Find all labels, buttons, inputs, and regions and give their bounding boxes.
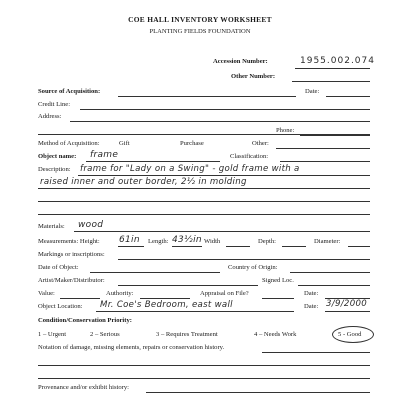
depth-label: Depth: bbox=[258, 238, 276, 245]
appraisal-line[interactable] bbox=[262, 298, 294, 299]
source-line[interactable] bbox=[118, 96, 296, 97]
object-location-label: Object Location: bbox=[38, 303, 83, 310]
description-text-1[interactable]: frame for "Lady on a Swing" - gold frame with a bbox=[80, 164, 300, 174]
value-line[interactable] bbox=[60, 298, 100, 299]
credit-line-line[interactable] bbox=[80, 109, 370, 110]
accession-number-line bbox=[295, 68, 370, 69]
condition-heading: Condition/Conservation Priority: bbox=[38, 317, 132, 324]
phone-label: Phone: bbox=[276, 127, 295, 134]
diameter-label: Diameter: bbox=[314, 238, 341, 245]
artist-label: Artist/Maker/Distributor: bbox=[38, 277, 105, 284]
date-line-3 bbox=[325, 311, 370, 312]
date-label-2: Date: bbox=[304, 290, 319, 297]
artist-line[interactable] bbox=[118, 285, 258, 286]
date-of-object-label: Date of Object: bbox=[38, 264, 79, 271]
date-value-3[interactable]: 3/9/2000 bbox=[326, 299, 367, 309]
authority-label: Authority: bbox=[106, 290, 134, 297]
object-location-value[interactable]: Mr. Coe's Bedroom, east wall bbox=[100, 300, 233, 310]
description-line-4[interactable] bbox=[38, 214, 370, 215]
classification-line[interactable] bbox=[280, 161, 370, 162]
signed-line[interactable] bbox=[298, 285, 370, 286]
value-label: Value: bbox=[38, 290, 55, 297]
address-line-1[interactable] bbox=[70, 121, 370, 122]
appraisal-label: Appraisal on File? bbox=[200, 290, 249, 297]
condition-option-2[interactable]: 2 – Serious bbox=[90, 331, 120, 338]
markings-label: Markings or inscriptions: bbox=[38, 251, 105, 258]
country-line[interactable] bbox=[290, 272, 370, 273]
worksheet-subtitle: PLANTING FIELDS FOUNDATION bbox=[149, 28, 251, 35]
condition-option-5[interactable]: 5 - Good bbox=[338, 331, 362, 338]
authority-line[interactable] bbox=[140, 298, 190, 299]
height-line bbox=[118, 246, 144, 247]
object-location-line bbox=[96, 311, 294, 312]
country-label: Country of Origin: bbox=[228, 264, 278, 271]
phone-line[interactable] bbox=[300, 135, 370, 136]
date-line-1[interactable] bbox=[326, 96, 370, 97]
measurements-label: Measurements: Height: bbox=[38, 238, 100, 245]
description-line-3[interactable] bbox=[38, 201, 370, 202]
accession-number-value[interactable]: 1955.002.074 bbox=[300, 56, 375, 66]
address-label: Address: bbox=[38, 113, 62, 120]
materials-value[interactable]: wood bbox=[78, 220, 104, 230]
other-number-label: Other Number: bbox=[231, 73, 276, 80]
description-label: Description: bbox=[38, 166, 71, 173]
notation-line-2[interactable] bbox=[38, 365, 370, 366]
notation-label: Notation of damage, missing elements, repairs or conservation history. bbox=[38, 344, 225, 351]
provenance-line[interactable] bbox=[146, 392, 370, 393]
condition-option-3[interactable]: 3 – Requires Treatment bbox=[156, 331, 218, 338]
notation-line-3[interactable] bbox=[38, 378, 370, 379]
date-label-3: Date: bbox=[304, 303, 319, 310]
method-other-label: Other: bbox=[252, 140, 269, 147]
source-label: Source of Acquisition: bbox=[38, 88, 101, 95]
materials-line bbox=[74, 231, 370, 232]
length-value[interactable]: 43½in bbox=[172, 235, 202, 245]
width-line[interactable] bbox=[226, 246, 250, 247]
accession-number-label: Accession Number: bbox=[213, 58, 268, 65]
height-value[interactable]: 61in bbox=[119, 235, 140, 245]
description-text-2[interactable]: raised inner and outer border, 2½ in molding bbox=[40, 177, 247, 187]
description-line-2 bbox=[38, 188, 370, 189]
materials-label: Materials: bbox=[38, 223, 65, 230]
worksheet-title: COE HALL INVENTORY WORKSHEET bbox=[128, 15, 272, 24]
date-of-object-line[interactable] bbox=[90, 272, 220, 273]
method-option-purchase[interactable]: Purchase bbox=[180, 140, 204, 147]
date-label-1: Date: bbox=[305, 88, 320, 95]
diameter-line[interactable] bbox=[348, 246, 370, 247]
signed-label: Signed Loc. bbox=[262, 277, 294, 284]
method-other-line[interactable] bbox=[276, 148, 370, 149]
depth-line[interactable] bbox=[282, 246, 306, 247]
condition-option-1[interactable]: 1 – Urgent bbox=[38, 331, 67, 338]
condition-option-4[interactable]: 4 – Needs Work bbox=[254, 331, 297, 338]
method-option-gift[interactable]: Gift bbox=[119, 140, 130, 147]
markings-line[interactable] bbox=[118, 259, 370, 260]
description-line-1 bbox=[78, 175, 370, 176]
object-name-value[interactable]: frame bbox=[90, 150, 119, 160]
length-label: Length: bbox=[148, 238, 169, 245]
method-label: Method of Acquisition: bbox=[38, 140, 100, 147]
classification-label: Classification: bbox=[230, 153, 269, 160]
provenance-label: Provenance and/or exhibit history: bbox=[38, 384, 130, 391]
object-name-label: Object name: bbox=[38, 153, 77, 160]
object-name-line bbox=[86, 161, 220, 162]
other-number-line[interactable] bbox=[292, 81, 370, 82]
credit-line-label: Credit Line: bbox=[38, 101, 71, 108]
width-label: Width bbox=[204, 238, 221, 245]
notation-line-1[interactable] bbox=[262, 352, 370, 353]
length-line bbox=[172, 246, 202, 247]
